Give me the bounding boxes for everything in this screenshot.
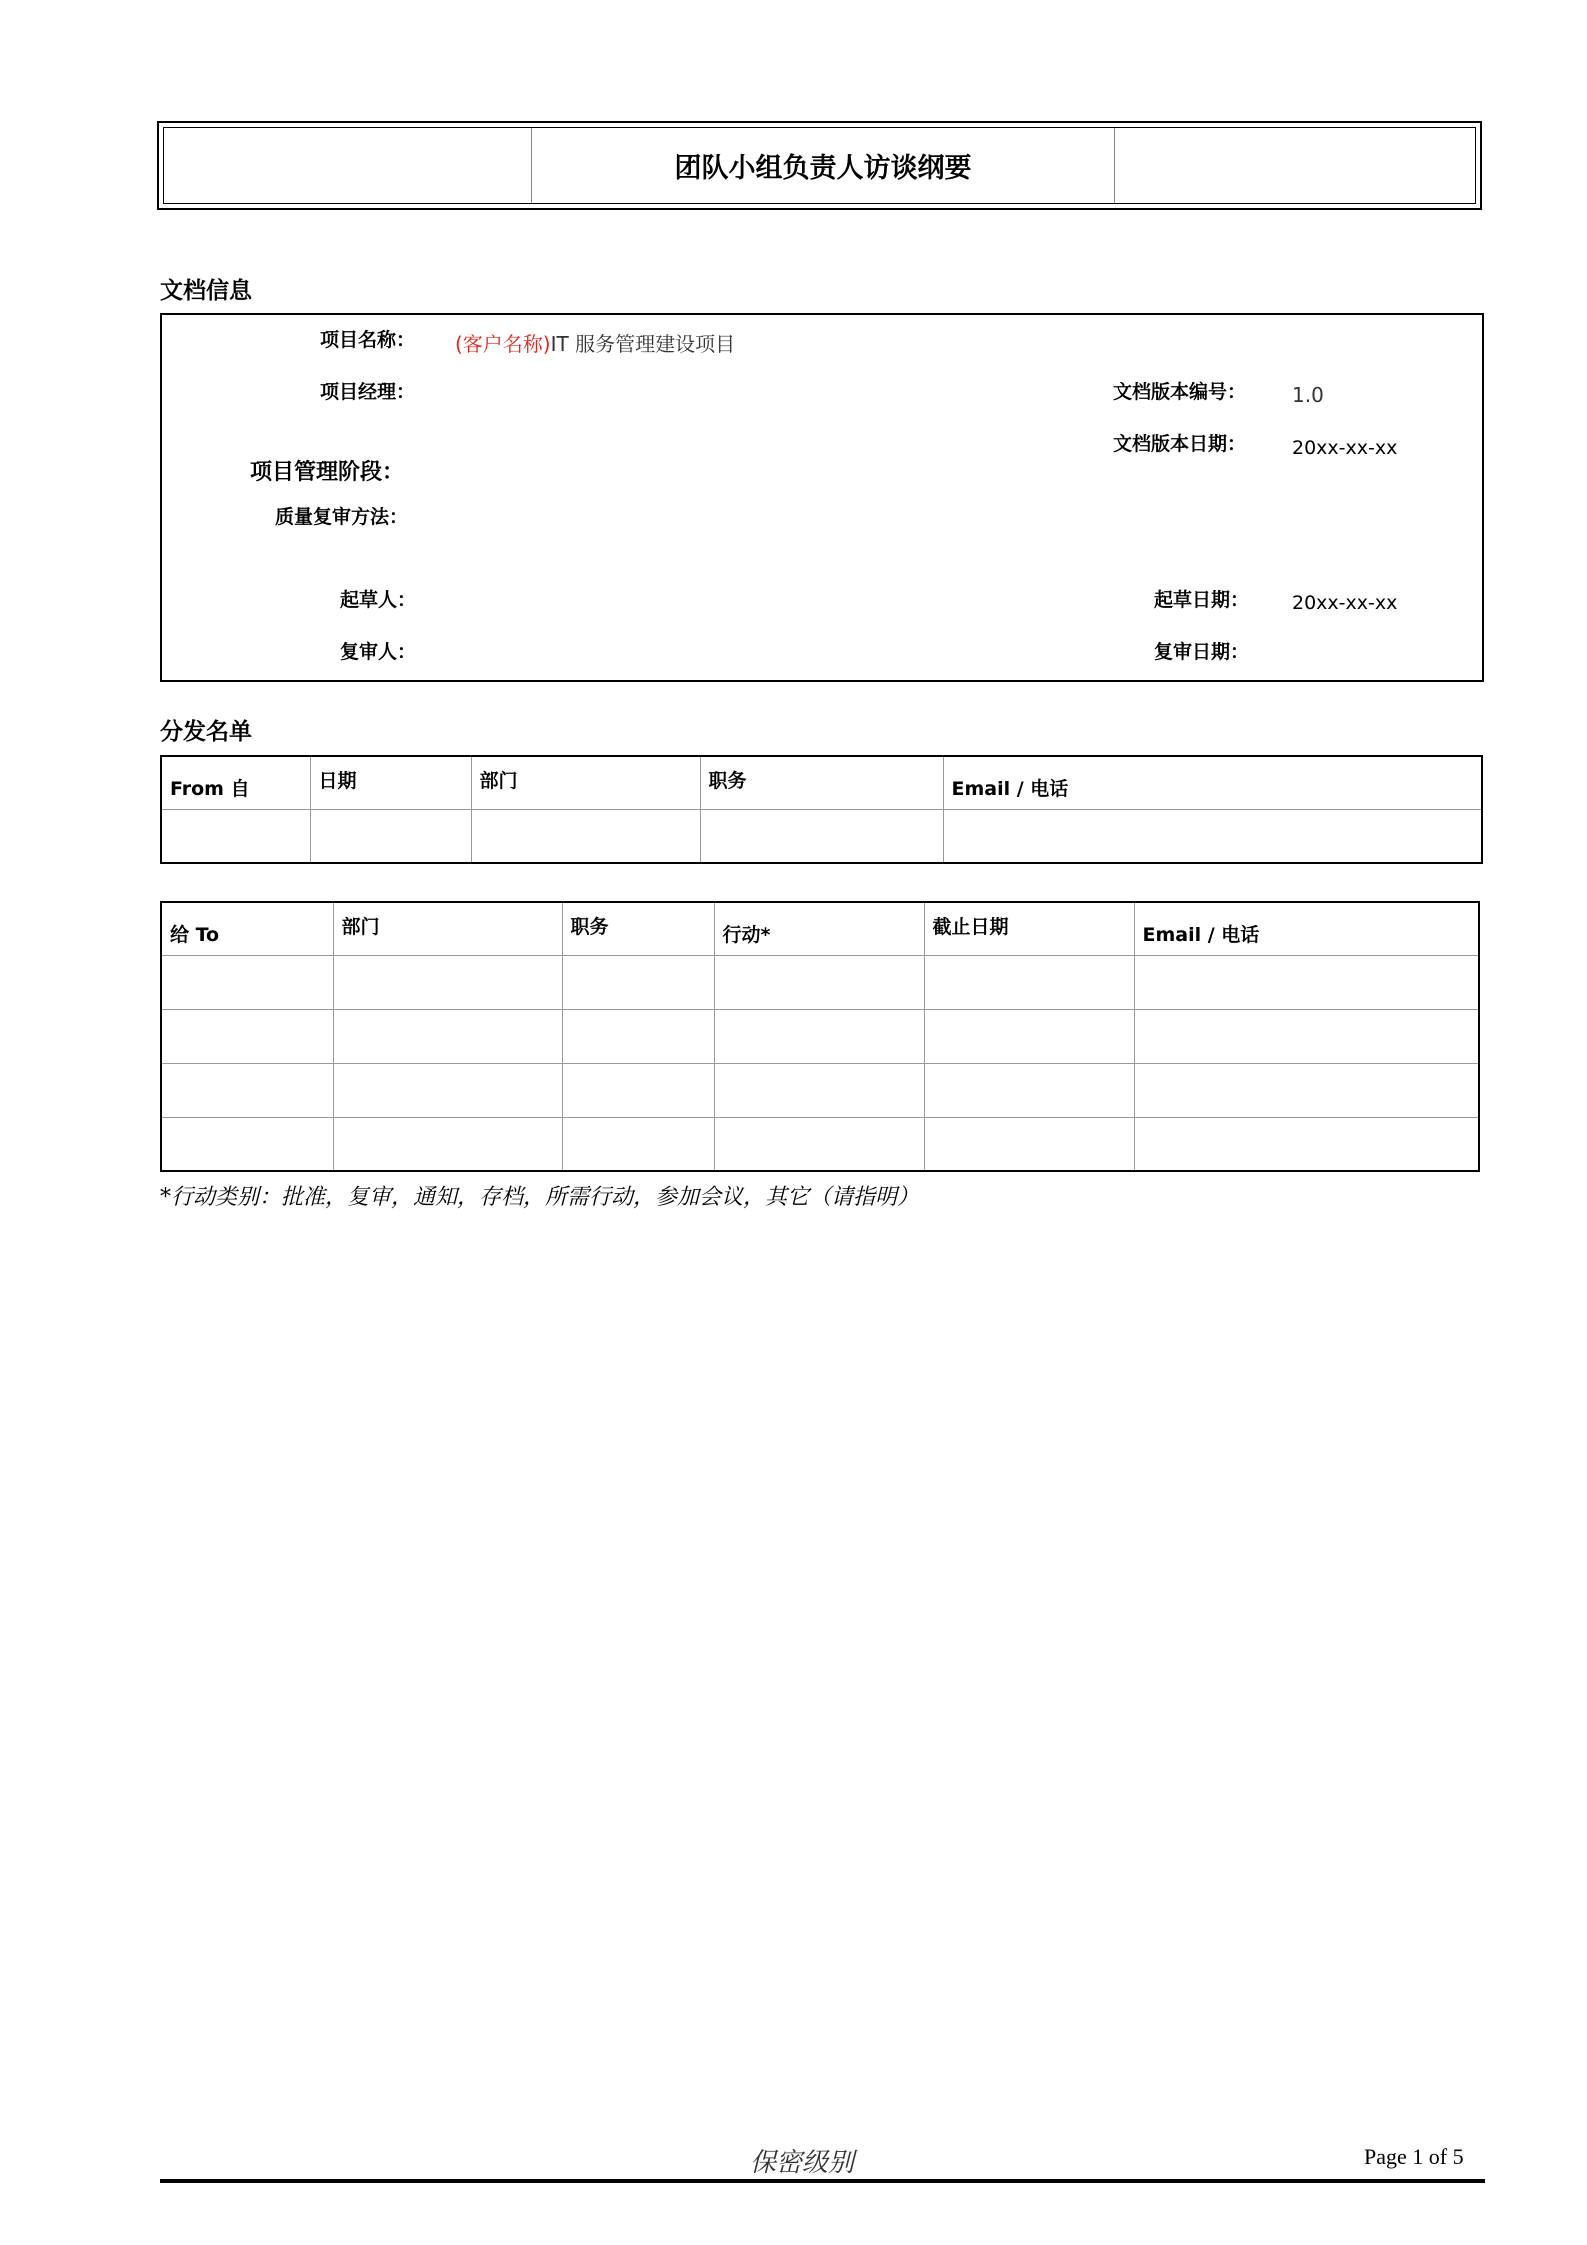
to-header-email: Email / 电话 [1134,902,1479,955]
project-phase-label: 项目管理阶段： [250,460,405,485]
from-table [160,755,1483,864]
doc-info-heading: 文档信息 [160,278,252,304]
table-cell [714,1117,924,1171]
table-cell [161,955,333,1009]
to-header-to: 给 To [161,902,333,955]
action-footnote: *行动类别：批准，复审，通知，存档，所需行动，参加会议，其它（请指明） [160,1185,920,1210]
draft-date-value: 20xx-xx-xx [1292,592,1398,614]
review-method-label: 质量复审方法： [275,506,409,528]
from-header-row [161,756,1482,809]
to-header-deadline: 截止日期 [924,902,1134,955]
table-row [161,1117,1479,1171]
table-cell [700,809,943,863]
table-cell [1134,955,1479,1009]
table-cell [924,1009,1134,1063]
document-title: 团队小组负责人访谈纲要 [532,128,1115,203]
title-block [157,121,1482,210]
doc-info-box [160,313,1484,682]
table-cell [161,809,310,863]
table-cell [1134,1063,1479,1117]
table-cell [562,1063,714,1117]
to-header-department: 部门 [333,902,562,955]
from-header-department: 部门 [471,756,700,809]
to-header-position: 职务 [562,902,714,955]
table-cell [1134,1117,1479,1171]
from-header-date: 日期 [310,756,471,809]
project-name-label: 项目名称： [320,329,416,351]
from-header-email: Email / 电话 [943,756,1482,809]
table-cell [333,1009,562,1063]
table-cell [714,955,924,1009]
table-cell [562,1117,714,1171]
project-manager-label: 项目经理： [320,381,416,403]
version-date-value: 20xx-xx-xx [1292,437,1398,459]
table-cell [161,1117,333,1171]
distribution-heading: 分发名单 [160,719,252,745]
footer-divider [160,2179,1485,2183]
table-cell [161,1063,333,1117]
title-left-cell [164,128,532,203]
table-cell [924,955,1134,1009]
table-cell [161,1009,333,1063]
table-cell [562,955,714,1009]
to-header-row [161,902,1479,955]
table-cell [562,1009,714,1063]
draft-date-label: 起草日期： [1154,589,1250,611]
version-number-label: 文档版本编号： [1113,381,1247,403]
to-table [160,901,1480,1172]
version-date-label: 文档版本日期： [1113,433,1247,455]
confidentiality-level: 保密级别 [750,2148,855,2178]
table-cell [924,1063,1134,1117]
table-cell [924,1117,1134,1171]
table-row [161,1063,1479,1117]
title-right-cell [1115,128,1475,203]
page-number: Page 1 of 5 [1364,2144,1464,2169]
table-cell [714,1063,924,1117]
project-name-text: IT 服务管理建设项目 [550,332,736,356]
version-number-value: 1.0 [1292,383,1324,407]
title-block-inner [163,127,1476,204]
table-cell [333,955,562,1009]
drafter-label: 起草人： [340,589,417,611]
table-cell [333,1117,562,1171]
from-header-from: From 自 [161,756,310,809]
reviewer-label: 复审人： [340,641,417,663]
review-date-label: 复审日期： [1154,641,1250,663]
table-row [161,1009,1479,1063]
table-row [161,955,1479,1009]
table-cell [471,809,700,863]
client-name-placeholder: (客户名称) [455,332,551,356]
to-header-action: 行动* [714,902,924,955]
table-cell [333,1063,562,1117]
table-cell [714,1009,924,1063]
table-cell [1134,1009,1479,1063]
from-header-position: 职务 [700,756,943,809]
table-cell [310,809,471,863]
table-row [161,809,1482,863]
table-cell [943,809,1482,863]
project-name-value [455,328,735,357]
